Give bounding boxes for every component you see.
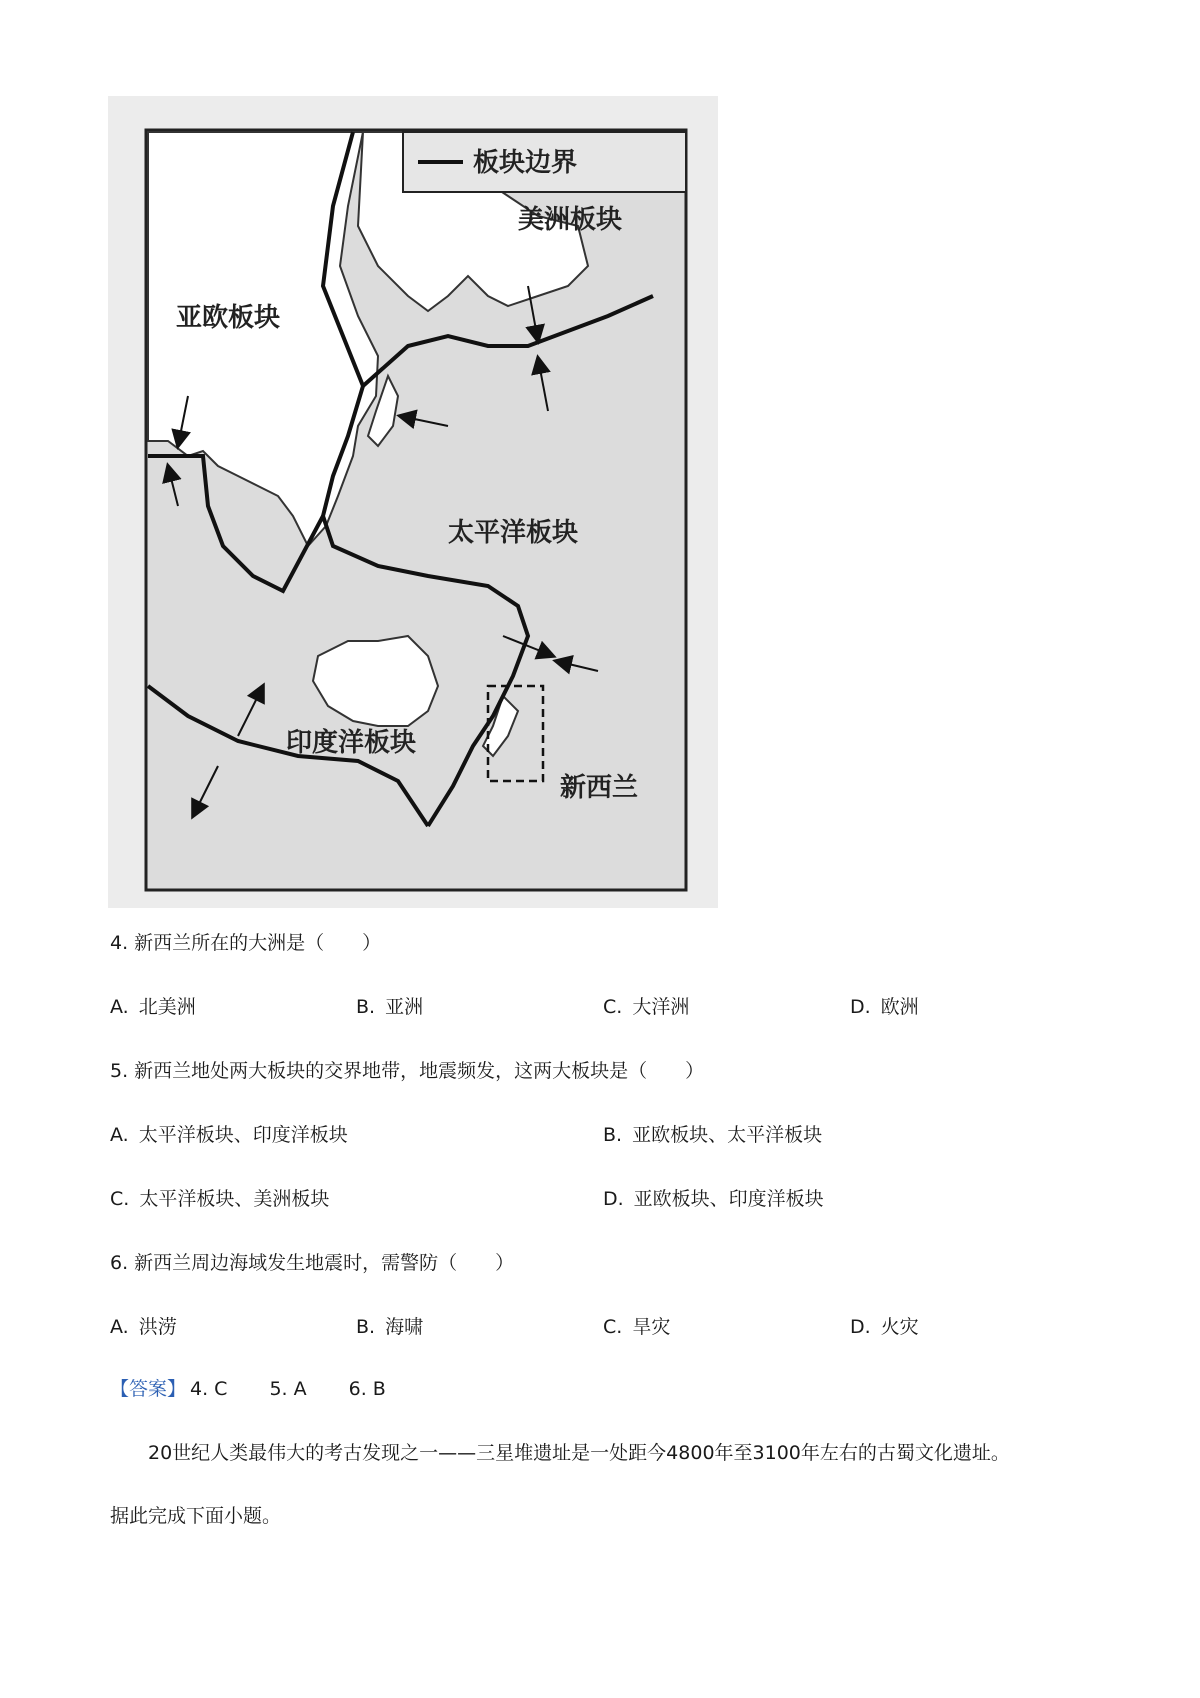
question-4-stem: 4. 新西兰所在的大洲是（ ） — [110, 932, 382, 954]
option-letter: B. — [603, 1124, 623, 1146]
option-letter: D. — [603, 1188, 624, 1210]
option-text: 海啸 — [385, 1316, 424, 1338]
answer-item: 4. C — [190, 1378, 228, 1400]
option-text: 旱灾 — [632, 1316, 671, 1338]
option-letter: D. — [850, 996, 871, 1018]
option-text: 太平洋板块、印度洋板块 — [138, 1124, 348, 1146]
question-6-option-c — [603, 1314, 670, 1340]
passage-line-2: 据此完成下面小题。 — [110, 1505, 282, 1527]
question-4-option-a — [110, 994, 196, 1020]
question-4-option-d — [850, 994, 919, 1020]
option-letter: B. — [356, 1316, 376, 1338]
option-letter: C. — [603, 996, 623, 1018]
question-6-option-a — [110, 1314, 177, 1340]
option-text: 亚欧板块、太平洋板块 — [632, 1124, 823, 1146]
label-indian-plate: 印度洋板块 — [286, 728, 417, 758]
question-6-option-d — [850, 1314, 919, 1340]
option-letter: A. — [110, 996, 129, 1018]
question-5-stem: 5. 新西兰地处两大板块的交界地带，地震频发，这两大板块是（ ） — [110, 1060, 705, 1082]
label-eurasian-plate: 亚欧板块 — [176, 303, 281, 333]
option-text: 太平洋板块、美洲板块 — [139, 1188, 330, 1210]
answer-tag: 【答案】 — [110, 1378, 187, 1400]
question-5-option-d — [603, 1186, 824, 1212]
option-text: 大洋洲 — [632, 996, 690, 1018]
label-new-zealand: 新西兰 — [560, 773, 639, 803]
plate-map — [108, 96, 718, 908]
option-text: 亚洲 — [385, 996, 424, 1018]
option-letter: B. — [356, 996, 376, 1018]
question-5-option-a — [110, 1122, 348, 1148]
option-letter: C. — [110, 1188, 130, 1210]
question-4-option-c — [603, 994, 689, 1020]
answer-line — [110, 1376, 424, 1402]
question-4-option-b — [356, 994, 423, 1020]
answer-item: 6. B — [348, 1378, 386, 1400]
passage-line-1: 20世纪人类最伟大的考古发现之一——三星堆遗址是一处距今4800年至3100年左右的古蜀文化遗址。 — [148, 1442, 1010, 1464]
option-letter: D. — [850, 1316, 871, 1338]
plate-map-figure — [108, 96, 718, 908]
option-text: 亚欧板块、印度洋板块 — [633, 1188, 824, 1210]
question-6-option-b — [356, 1314, 423, 1340]
option-text: 北美洲 — [138, 996, 196, 1018]
option-text: 洪涝 — [138, 1316, 177, 1338]
option-letter: C. — [603, 1316, 623, 1338]
label-pacific-plate: 太平洋板块 — [448, 518, 579, 548]
answer-item: 5. A — [269, 1378, 307, 1400]
legend-label: 板块边界 — [473, 148, 578, 178]
option-letter: A. — [110, 1124, 129, 1146]
question-5-option-b — [603, 1122, 822, 1148]
option-text: 欧洲 — [880, 996, 919, 1018]
option-letter: A. — [110, 1316, 129, 1338]
question-5-option-c — [110, 1186, 329, 1212]
option-text: 火灾 — [880, 1316, 919, 1338]
question-6-stem: 6. 新西兰周边海域发生地震时，需警防（ ） — [110, 1252, 515, 1274]
label-american-plate: 美洲板块 — [518, 205, 623, 235]
